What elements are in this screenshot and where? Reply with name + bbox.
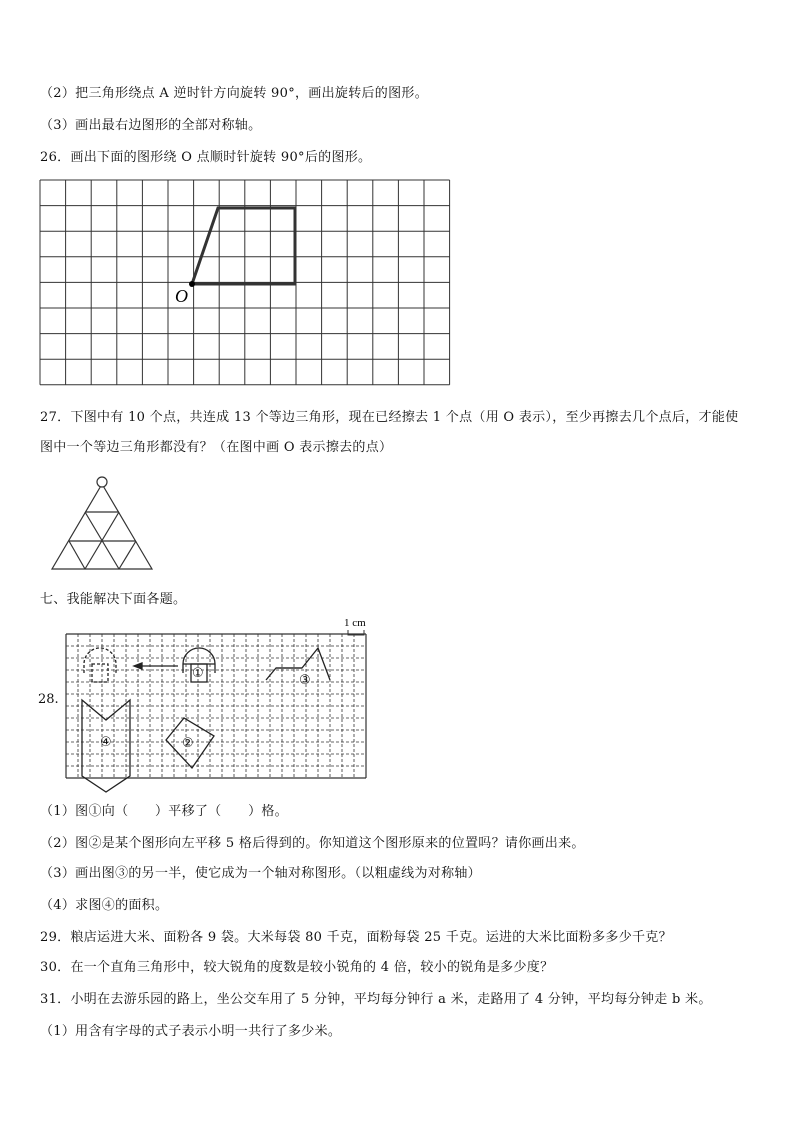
q26-text: 26．画出下面的图形绕 O 点顺时针旋转 90°后的图形。 — [40, 150, 372, 165]
q28-part4-text: （4）求图④的面积。 — [40, 898, 169, 913]
q26-point-label: O — [175, 286, 188, 306]
q31-part1-text: （1）用含有字母的式子表示小明一共行了多少米。 — [40, 1024, 342, 1039]
q28-grid-figure — [66, 614, 376, 789]
q27-line1: 27．下图中有 10 个点，共连成 13 个等边三角形，现在已经擦去 1 个点（用 O 表示），至少再擦去几个点后，才能使 — [40, 410, 739, 425]
section7-title: 七、我能解决下面各题。 — [40, 592, 187, 607]
q30-text: 30．在一个直角三角形中，较大锐角的度数是较小锐角的 4 倍，较小的锐角是多少度？ — [40, 960, 554, 975]
q28-number: 28. — [38, 692, 59, 707]
q27-erased-point — [97, 477, 107, 487]
q28-fig2-label: ② — [182, 736, 194, 751]
q26-grid-figure — [40, 180, 450, 390]
q28-fig3-label: ③ — [299, 673, 311, 688]
q25-part3-text: （3）画出最右边图形的全部对称轴。 — [40, 118, 262, 133]
q28-part1-text: （1）图①向（ ）平移了（ ）格。 — [40, 804, 288, 819]
q27-line2: 图中一个等边三角形都没有？（在图中画 O 表示擦去的点） — [40, 440, 393, 455]
q28-scale-label: 1 cm — [344, 617, 366, 629]
q26-shape — [192, 208, 295, 284]
q28-part2-text: （2）图②是某个图形向左平移 5 格后得到的。你知道这个图形原来的位置吗？请你画出来。 — [40, 836, 585, 851]
q31-text: 31．小明在去游乐园的路上，坐公交车用了 5 分钟，平均每分钟行 a 米，走路用了 4 分钟，平均每分钟走 b 米。 — [40, 992, 712, 1007]
q28-part3-text: （3）画出图③的另一半，使它成为一个轴对称图形。（以粗虚线为对称轴） — [40, 866, 481, 881]
q29-text: 29．粮店运进大米、面粉各 9 袋。大米每袋 80 千克，面粉每袋 25 千克。运进的大米比面粉多多少千克？ — [40, 930, 672, 945]
q28-fig1-label: ① — [192, 666, 204, 681]
q28-fig4-label: ④ — [100, 735, 112, 750]
q26-point-o — [189, 281, 195, 287]
q27-triangle-figure — [50, 474, 160, 574]
q25-part2-text: （2）把三角形绕点 A 逆时针方向旋转 90°，画出旋转后的图形。 — [40, 86, 428, 101]
